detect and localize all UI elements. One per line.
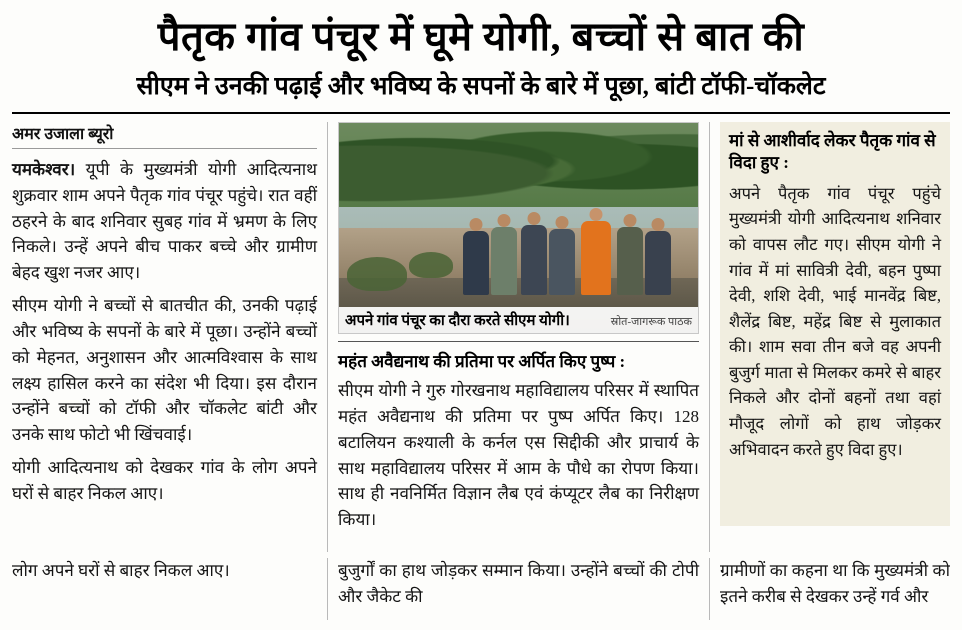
photo-person bbox=[645, 231, 671, 295]
photo-person-head bbox=[590, 208, 603, 221]
photo-person bbox=[491, 227, 517, 295]
byline: अमर उजाला ब्यूरो bbox=[12, 126, 114, 143]
continuation-column-2 bbox=[328, 558, 710, 620]
photo-cm-yogi bbox=[581, 221, 611, 295]
photo-person-head bbox=[528, 212, 541, 225]
photo-person bbox=[549, 229, 575, 295]
photo-person-head bbox=[498, 214, 511, 227]
photo-person-head bbox=[470, 218, 483, 231]
article-columns bbox=[12, 122, 950, 552]
column-left bbox=[12, 122, 328, 552]
column-right bbox=[710, 122, 950, 552]
photo-divider bbox=[338, 341, 699, 342]
photo-person bbox=[521, 225, 547, 295]
sidebar-story-headline: मां से आशीर्वाद लेकर पैतृक गांव से विदा हुए : bbox=[729, 131, 936, 173]
cm-yogi-village-visit-photo bbox=[338, 122, 699, 334]
byline-divider bbox=[12, 148, 317, 149]
paragraph: योगी आदित्यनाथ को देखकर गांव के लोग अपने घरों से बाहर निकल आए। bbox=[12, 458, 317, 503]
continuation-strip bbox=[12, 558, 950, 620]
column-middle bbox=[328, 122, 710, 552]
photo-person bbox=[463, 231, 489, 295]
paragraph: अपने पैतृक गांव पंचूर पहुंचे मुख्यमंत्री योगी आदित्यनाथ शनिवार को वापस लौट गए। सीएम योगी ने गांव में मां सावित्री देवी, बहन पुष्पा देवी, शशि देवी, भाई मानवेंद्र बिष्ट, शैलेंद्र बिष्ट, महेंद्र बिष्ट से मुलाकात की। शाम सवा तीन बजे वह अपनी बुजुर्ग माता से मिलकर कमरे से बाहर निकले और दोनों बहनों तथा वहां मौजूद लोगों को हाथ जोड़कर अभिवादन करते हुए विदा हुए। bbox=[729, 183, 941, 459]
page-title: पैतृक गांव पंचूर में घूमे योगी, बच्चों से बात की bbox=[157, 14, 805, 59]
headline-divider bbox=[12, 112, 950, 114]
paragraph: लोग अपने घरों से बाहर निकल आए। bbox=[12, 561, 230, 580]
paragraph: बुजुर्गों का हाथ जोड़कर सम्मान किया। उन्होंने बच्चों की टोपी और जैकेट की bbox=[338, 561, 699, 606]
sub-story-headline: महंत अवैद्यनाथ की प्रतिमा पर अर्पित किए पुष्प : bbox=[338, 352, 626, 371]
photo-trees bbox=[339, 123, 698, 207]
sidebar-story-box bbox=[720, 122, 950, 526]
photo-caption-bar bbox=[339, 307, 698, 333]
photo-credit: स्रोत-जागरूक पाठक bbox=[610, 316, 692, 328]
paragraph: सीएम योगी ने गुरु गोरखनाथ महाविद्यालय परिसर में स्थापित महंत अवैद्यनाथ की प्रतिमा पर पुष्प अर्पित किए। 128 बटालियन कश्याली के कर्नल एस सिद्दीकी और प्राचार्य के साथ महाविद्यालय परिसर में आम के पौधे का रोपण किया। साथ ही नवनिर्मित विज्ञान लैब एवं कंप्यूटर लैब का निरीक्षण किया। bbox=[338, 381, 699, 530]
paragraph: ग्रामीणों का कहना था कि मुख्यमंत्री को इतने करीब से देखकर उन्हें गर्व और bbox=[720, 561, 950, 606]
sub-headline: सीएम ने उनकी पढ़ाई और भविष्य के सपनों के बारे में पूछा, बांटी टॉफी-चॉकलेट bbox=[136, 73, 826, 100]
continuation-column-3 bbox=[710, 558, 950, 620]
photo-person bbox=[617, 227, 643, 295]
paragraph: सीएम योगी ने बच्चों से बातचीत की, उनकी पढ़ाई और भविष्य के सपनों के बारे में पूछा। उन्होंने बच्चों को मेहनत, अनुशासन और आत्मविश्वास के साथ लक्ष्य हासिल करने का संदेश भी दिया। इस दौरान उन्होंने बच्चों को टॉफी और चॉकलेट बांटी और उनके साथ फोटो भी खिंचवाई। bbox=[12, 296, 317, 445]
photo-person-head bbox=[624, 214, 637, 227]
photo-bush bbox=[409, 252, 453, 278]
photo-person-head bbox=[652, 218, 665, 231]
photo-person-head bbox=[556, 216, 569, 229]
continuation-column-1 bbox=[12, 558, 328, 620]
photo-caption: अपने गांव पंचूर का दौरा करते सीएम योगी। bbox=[345, 313, 570, 329]
paragraph: यमकेश्वर। यूपी के मुख्यमंत्री योगी आदित्यनाथ शुक्रवार शाम अपने पैतृक गांव पंचूर पहुंचे। रात वहीं ठहरने के बाद शनिवार सुबह गांव में भ्रमण के लिए निकले। उन्हें अपने बीच पाकर बच्चे और ग्रामीण बेहद खुश नजर आए। bbox=[12, 160, 317, 283]
photo-bush bbox=[347, 257, 407, 291]
